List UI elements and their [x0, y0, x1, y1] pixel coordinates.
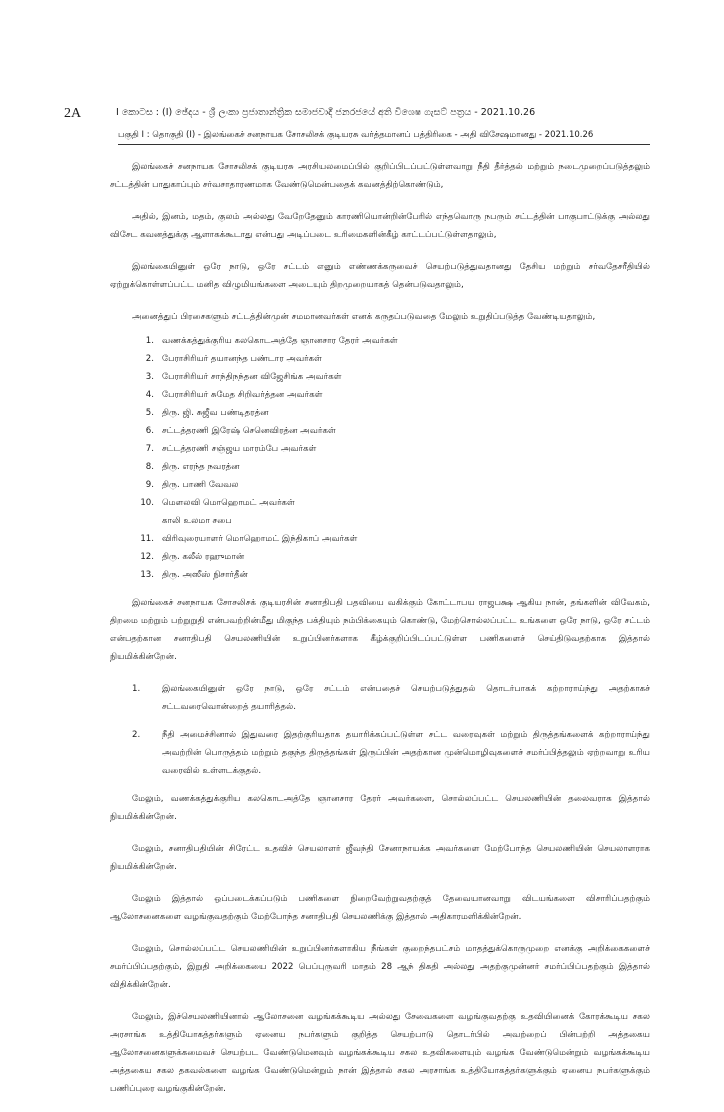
closing-paragraph-3: மேலும் இத்தால் ஒப்படைக்கப்படும் பணிகளை நிறைவேற்றுவதற்குத் தேவையானவாறு விடயங்களை விசாரிப்பதற்கும் ஆலோசனைகளை வழங்குவதற்கும் மேற்போந்த சனாதிபதி செயலணிக்கு இத்தால் அதிகாரமளிக்கின்றேன்.: [110, 894, 650, 922]
intro-paragraph-3: இலங்கையினுள் ஒரே நாடு, ஒரே சட்டம் எனும் எண்ணக்கருவைச் செயற்படுத்துவதானது தேசிய மற்றும் சர்வதேசரீதியில் ஏற்றுக்கொள்ளப்பட்ட மனித விழுமியங்களை அடையும் திறமுறையாகத் தென்படுவதாலும்,: [110, 262, 650, 290]
closing-paragraph-5: மேலும், இச்செயலணியினால் ஆலோசனை வழங்கக்கூடிய அல்லது சேவைகளை வழங்குவதற்கு உதவியினைக் கோரக்கூடிய சகல அரசாங்க உத்தியோகத்தர்களும் ஏனைய நபர்களும் குறித்த செயற்பாடு தொடர்பில் அவற்றைப் பின்பற்றி அத்தகைய ஆலோசனைகளுக்கமைவச் செயற்பட வேண்டுமெனவும் வழங்கக்கூடிய சகல உதவிகளையும் வழங்க வேண்டுமென்றும் வழங்கக்கூடிய அத்தகைய சகல தகவல்களை வழங்க வேண்டுமென்றும் நான் இத்தால் சகல அரசாங்க உத்தியோகத்தர்களுக்கும் ஏனைய நபர்களுக்கும் பணிப்புரை வழங்குகின்றேன்.: [110, 1012, 650, 1094]
intro-paragraph-4: அனைத்துப் பிரசைகளும் சட்டத்தின்முன் சமமானவர்கள் எனக் கருதப்படுவதை மேலும் உறுதிப்படுத்த வேண்டியதாலும்,: [132, 312, 596, 322]
list-item: 8. திரு. எரந்த நவரத்ன: [145, 462, 240, 472]
closing-paragraph-2: மேலும், சனாதிபதியின் சிரேட்ட உதவிச் செயலாளர் ஜீவந்தி சேனாநாயக்க அவர்களை மேற்போந்த செயலணியின் செயலாளராக நியமிக்கின்றேன்.: [110, 844, 650, 872]
list-item: 1. இலங்கையினுள் ஒரே நாடு, ஒரே சட்டம் என்பதைச் செயற்படுத்துதல் தொடர்பாகக் கற்றாராய்ந்து அதற்காகச் சட்டவரைவொன்றைத் தயாரித்தல்.: [132, 684, 650, 712]
list-item: 2. பேராசிரியர் தயானந்த பண்டார அவர்கள்: [145, 354, 322, 364]
task-list: [110, 680, 650, 780]
appointment-paragraph: இலங்கைச் சனநாயக சோசலிசக் குடியரசின் சனாதிபதி பதவியை வகிக்கும் கோட்டாபய ராஜபக்ஷ ஆகிய நான், தங்களின் விவேகம், திறமை மற்றும் பற்றுறுதி என்பவற்றின்மீது மிகுந்த பக்தியும் நம்பிக்கையும் கொண்டு, மேற்சொல்லப்பட்ட உங்களை ஒரே நாடு, ஒரே சட்டம் என்பதற்கான சனாதிபதி செயலணியின் உறுப்பினர்களாக கீழ்க்குறிப்பிடப்பட்டுள்ள பணிகளைச் செய்திடுவதற்காக இத்தால் நியமிக்கின்றேன்.: [110, 598, 650, 662]
list-item: 10. மௌலவி மொஹொமட் அவர்கள் காலி உலமா சபை: [162, 494, 650, 530]
list-item: 5. திரு. ஜி. சுஜீவ பண்டிதரத்ன: [145, 408, 269, 418]
closing-paragraph-1: மேலும், வணக்கத்துக்குரிய கலகொடஅத்தே ஞானசார தேரர் அவர்களை, சொல்லப்பட்ட செயலணியின் தலைவராக இத்தால் நியமிக்கின்றேன்.: [110, 794, 650, 822]
member-affiliation: காலி உலமா சபை: [162, 516, 232, 526]
intro-paragraph-1: இலங்கைச் சனநாயக சோசலிசக் குடியரசு அரசியலமைப்பில் குறிப்பிடப்பட்டுள்ளவாறு நீதி தீர்த்தல் மற்றும் நடைமுறைப்படுத்தலும் சட்டத்தின் பாதுகாப்பும் சர்வசாதாரணமாக வேண்டுமென்பதைக் கவனத்திற்கொண்டும்,: [110, 162, 650, 190]
list-item: 7. சட்டத்தரணி சஞ்ஜய மாரம்பே அவர்கள்: [145, 444, 317, 454]
list-item: 13. திரு. அஸீஸ் நிசார்தீன்: [140, 570, 248, 580]
list-item: 11. விரிவுரையாளர் மொஹொமட் இந்திகாப் அவர்கள்: [140, 534, 358, 544]
list-item: 2. நீதி அமைச்சினால் இதுவரை இதற்குரியதாக தயாரிக்கப்பட்டுள்ள சட்ட வரைவுகள் மற்றும் திருத்தங்களைக் கற்றாராய்ந்து அவற்றின் பொருத்தம் மற்றும் தகுந்த திருத்தங்கள் இருப்பின் அதற்கான முன்மொழிவுகளைச் சமர்ப்பித்தலும் ஏற்றவாறு உரிய வரைவில் உள்ளடக்குதல்.: [132, 730, 650, 776]
sinhala-header-title: I කොටස : (I) ඡේදය - ශ්‍රී ලංකා ප්‍රජාතාන්ත්‍රික සමාජවාදී ජනරජයේ අති විශෙෂ ගැසට් පත්‍රය - 2021.10.26: [116, 107, 536, 118]
list-item: 12. திரு. கலீல் ரஹுமான்: [140, 552, 245, 562]
document-body: [110, 158, 650, 1112]
header-divider: [118, 144, 650, 145]
list-item: 6. சட்டத்தரணி இரேஷ் செனெவிரத்ன அவர்கள்: [145, 426, 336, 436]
list-item: 3. பேராசிரியர் சாந்திநந்தன விஜேசிங்க அவர்கள்: [145, 372, 342, 382]
member-list: [110, 332, 650, 584]
closing-paragraph-4: மேலும், சொல்லப்பட்ட செயலணியின் உறுப்பினர்களாகிய நீங்கள் குறைந்தபட்சம் மாதத்துக்கொருமுறை எனக்கு அறிக்கைகளைச் சமர்ப்பிப்பதற்கும், இறுதி அறிக்கையை 2022 பெப்புருவரி மாதம் 28 ஆந் திகதி அல்லது அதற்குமுன்னர் சமர்ப்பிப்பதற்கும் இத்தால் விதிக்கின்றேன்.: [110, 944, 650, 990]
tamil-header-title: பகுதி I : தொகுதி (I) - இலங்கைச் சனநாயக சோசலிசக் குடியரசு வர்த்தமானப் பத்திரிகை - அதி விசேஷமானது - 2021.10.26: [118, 130, 594, 140]
list-item: 9. திரு. பாணி வேவல: [145, 480, 239, 490]
intro-paragraph-2: அதில், இனம், மதம், குலம் அல்லது வேறேதேனும் காரணியொன்றின்பேரில் எந்தவொரு நபரும் சட்டத்தின் பாகுபாட்டுக்கு அல்லது விசேட கவனத்துக்கு ஆளாகக்கூடாது என்பது அடிப்படை உரிமைகளின்கீழ் காட்டப்பட்டுள்ளதாலும்,: [110, 212, 650, 240]
list-item: 4. பேராசிரியர் சுமேத சிறிவர்த்தன அவர்கள்: [145, 390, 323, 400]
page-number: 2A: [64, 106, 82, 121]
header-line: [64, 106, 704, 120]
list-item: 1. வணக்கத்துக்குரிய கலகொடஅத்தே ஞானசார தேரர் அவர்கள்: [145, 336, 398, 346]
